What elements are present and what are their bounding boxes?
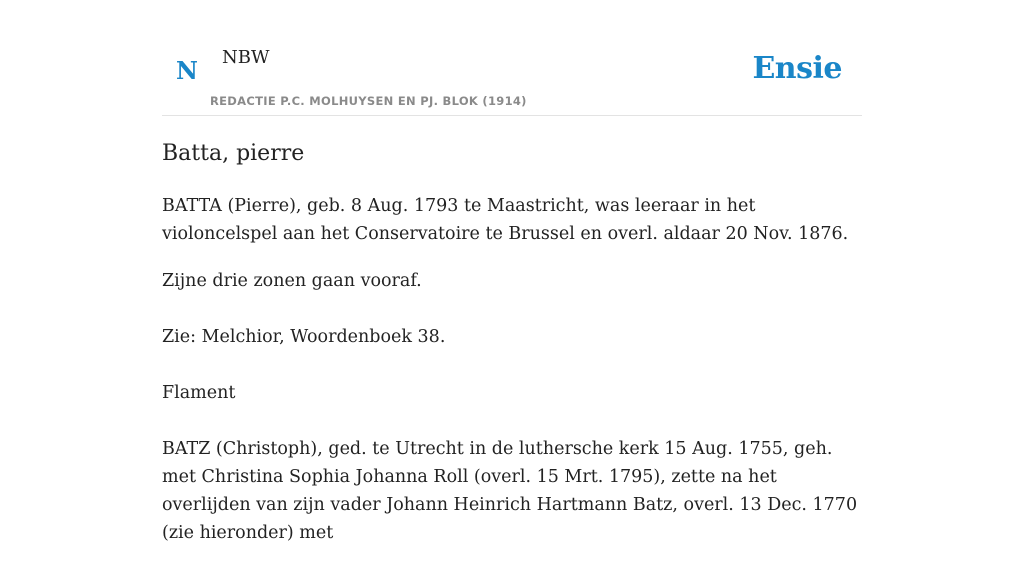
paragraph-2: Zijne drie zonen gaan vooraf.	[162, 271, 422, 291]
paragraph-3: Zie: Melchior, Woordenboek 38.	[162, 327, 446, 347]
source-name[interactable]: NBW	[222, 47, 270, 68]
page	[162, 0, 862, 543]
paragraph-4: Flament	[162, 383, 236, 403]
article-body	[162, 192, 862, 566]
source-header	[162, 0, 862, 116]
paragraph-5: BATZ (Christoph), ged. te Utrecht in de luthersche kerk 15 Aug. 1755, geh. met Christina Sophia Johanna Roll (overl. 15 Mrt. 1795), zette na het overlijden van zijn vader Johann Heinrich Hartmann Batz, overl. 13 Dec. 1770 (zie hieronder) met	[162, 439, 858, 543]
source-editors: REDACTIE P.C. MOLHUYSEN EN PJ. BLOK (1914)	[210, 94, 527, 108]
paragraph-1: BATTA (Pierre), geb. 8 Aug. 1793 te Maastricht, was leeraar in het violoncelspel aan het Conservatoire te Brussel en overl. aldaar 20 Nov. 1876.	[162, 196, 849, 244]
source-logo-icon: N	[176, 56, 198, 85]
article-title: Batta, pierre	[162, 141, 305, 166]
ensie-logo[interactable]: Ensie	[752, 51, 842, 86]
